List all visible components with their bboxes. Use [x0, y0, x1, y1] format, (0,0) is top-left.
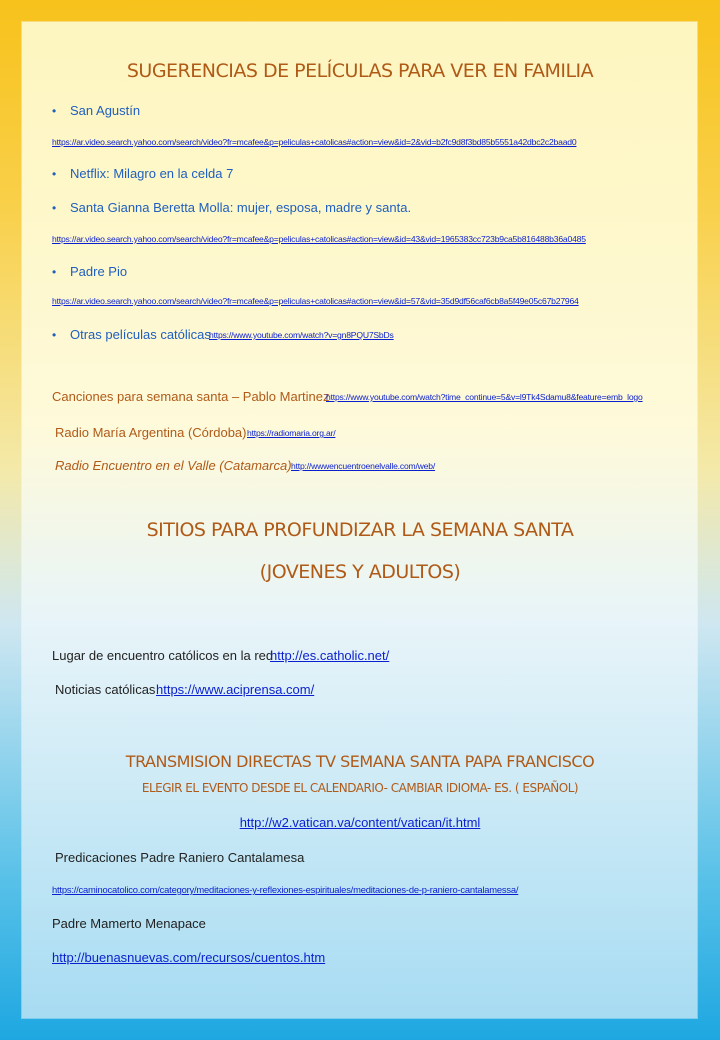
section-title-tv: TRANSMISION DIRECTAS TV SEMANA SANTA PAPA FRANCISCO: [125, 752, 595, 771]
radio-maria-link[interactable]: https://radiomaria.org.ar/: [247, 428, 336, 438]
movie-label: Padre Pio: [70, 264, 128, 279]
movie-label: San Agustín: [70, 103, 141, 118]
movie-link[interactable]: https://www.youtube.com/watch?v=gn8PQU7SbDs: [209, 330, 394, 340]
catholic-net-label: Lugar de encuentro católicos en la red: [52, 648, 274, 663]
bullet: •: [52, 265, 57, 279]
section-title-sites: SITIOS PARA PROFUNDIZAR LA SEMANA SANTA: [146, 519, 574, 541]
section-subtitle-tv: ELEGIR EL EVENTO DESDE EL CALENDARIO- CAMBIAR IDIOMA- ES. ( ESPAÑOL): [141, 781, 579, 795]
songs-label: Canciones para semana santa – Pablo Martinez: [52, 389, 330, 404]
preaching-label: Predicaciones Padre Raniero Cantalamesa: [55, 850, 305, 865]
catholic-net-link[interactable]: http://es.catholic.net/: [270, 648, 390, 663]
aciprensa-label: Noticias católicas: [55, 682, 156, 697]
section-title-movies: SUGERENCIAS DE PELÍCULAS PARA VER EN FAMILIA: [126, 60, 594, 82]
movie-label: Netflix: Milagro en la celda 7: [70, 166, 234, 181]
movie-label: Otras películas católicas: [70, 327, 211, 342]
radio-encuentro-label: Radio Encuentro en el Valle (Catamarca): [55, 458, 292, 473]
preaching-link[interactable]: https://caminocatolico.com/category/meditaciones-y-reflexiones-espirituales/meditaciones-de-p-raniero-cantalamessa/: [52, 884, 519, 895]
movie-label: Santa Gianna Beretta Molla: mujer, esposa, madre y santa.: [70, 200, 412, 215]
menapace-link[interactable]: http://buenasnuevas.com/recursos/cuentos.htm: [52, 950, 326, 965]
songs-link[interactable]: https://www.youtube.com/watch?time_continue=5&v=l9Tk4Sdamu8&feature=emb_logo: [326, 392, 643, 402]
bullet: •: [52, 328, 57, 342]
bullet: •: [52, 167, 57, 181]
movie-link[interactable]: https://ar.video.search.yahoo.com/search/video?fr=mcafee&p=peliculas+catolicas#action=view&id=2&vid=b2fc9d8f3bd85b5551a42dbc2c2baad0: [52, 137, 577, 147]
vatican-link[interactable]: http://w2.vatican.va/content/vatican/it.html: [239, 815, 481, 830]
menapace-label: Padre Mamerto Menapace: [52, 916, 206, 931]
section-subtitle-sites: (JOVENES Y ADULTOS): [259, 561, 461, 583]
radio-encuentro-link[interactable]: http://wwwencuentroenelvalle.com/web/: [291, 461, 436, 471]
bullet: •: [52, 104, 57, 118]
radio-maria-label: Radio María Argentina (Córdoba): [55, 425, 247, 440]
aciprensa-link[interactable]: https://www.aciprensa.com/: [156, 682, 315, 697]
bullet: •: [52, 201, 57, 215]
movie-link[interactable]: https://ar.video.search.yahoo.com/search/video?fr=mcafee&p=peliculas+catolicas#action=view&id=57&vid=35d9df56caf6cb8a5f49e05c67b27964: [52, 296, 579, 306]
movie-link[interactable]: https://ar.video.search.yahoo.com/search/video?fr=mcafee&p=peliculas+catolicas#action=view&id=43&vid=1965383cc723b9ca5b816488b36a0485: [52, 234, 586, 244]
